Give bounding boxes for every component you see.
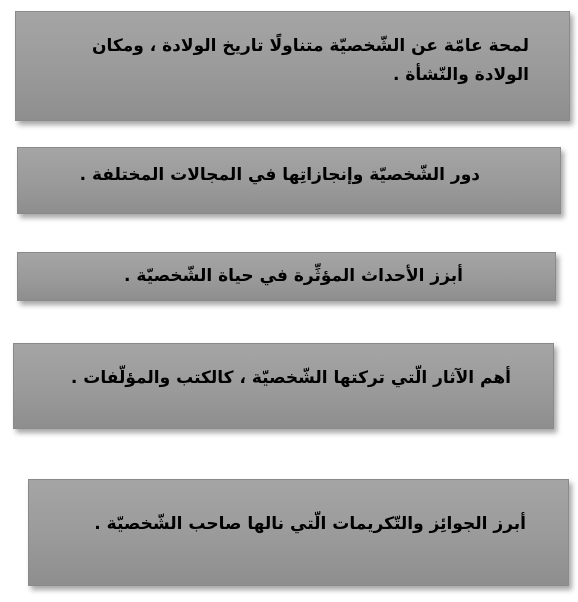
diagram-box-legacy [13, 343, 554, 429]
diagram-box-awards [28, 479, 569, 586]
diagram-box-text: أبزز الأحداث المؤثِّرة في حياة الشّخصيّة . [124, 266, 463, 286]
diagram-box-role-achievements [17, 147, 561, 214]
diagram-box-key-events [17, 252, 556, 301]
diagram-box-text: أهم الآثار الّتي تركتها الشّخصيّة ، كالكتب والمؤلّفات . [70, 368, 511, 388]
diagram-box-text: لمحة عامّة عن الشّخصيّة متناولًا تاريخ الولادة ، ومكان الولادة والنّشأة . [91, 36, 529, 85]
diagram-box-text: أبرز الجوائِز والتّكريمات الّتي نالها صاحب الشّخصيّة . [94, 514, 526, 534]
diagram-box-text: دور الشّخصيّة وإنجازاتِها في المجالات المختلفة . [79, 165, 480, 185]
diagram-box-overview [15, 11, 570, 121]
